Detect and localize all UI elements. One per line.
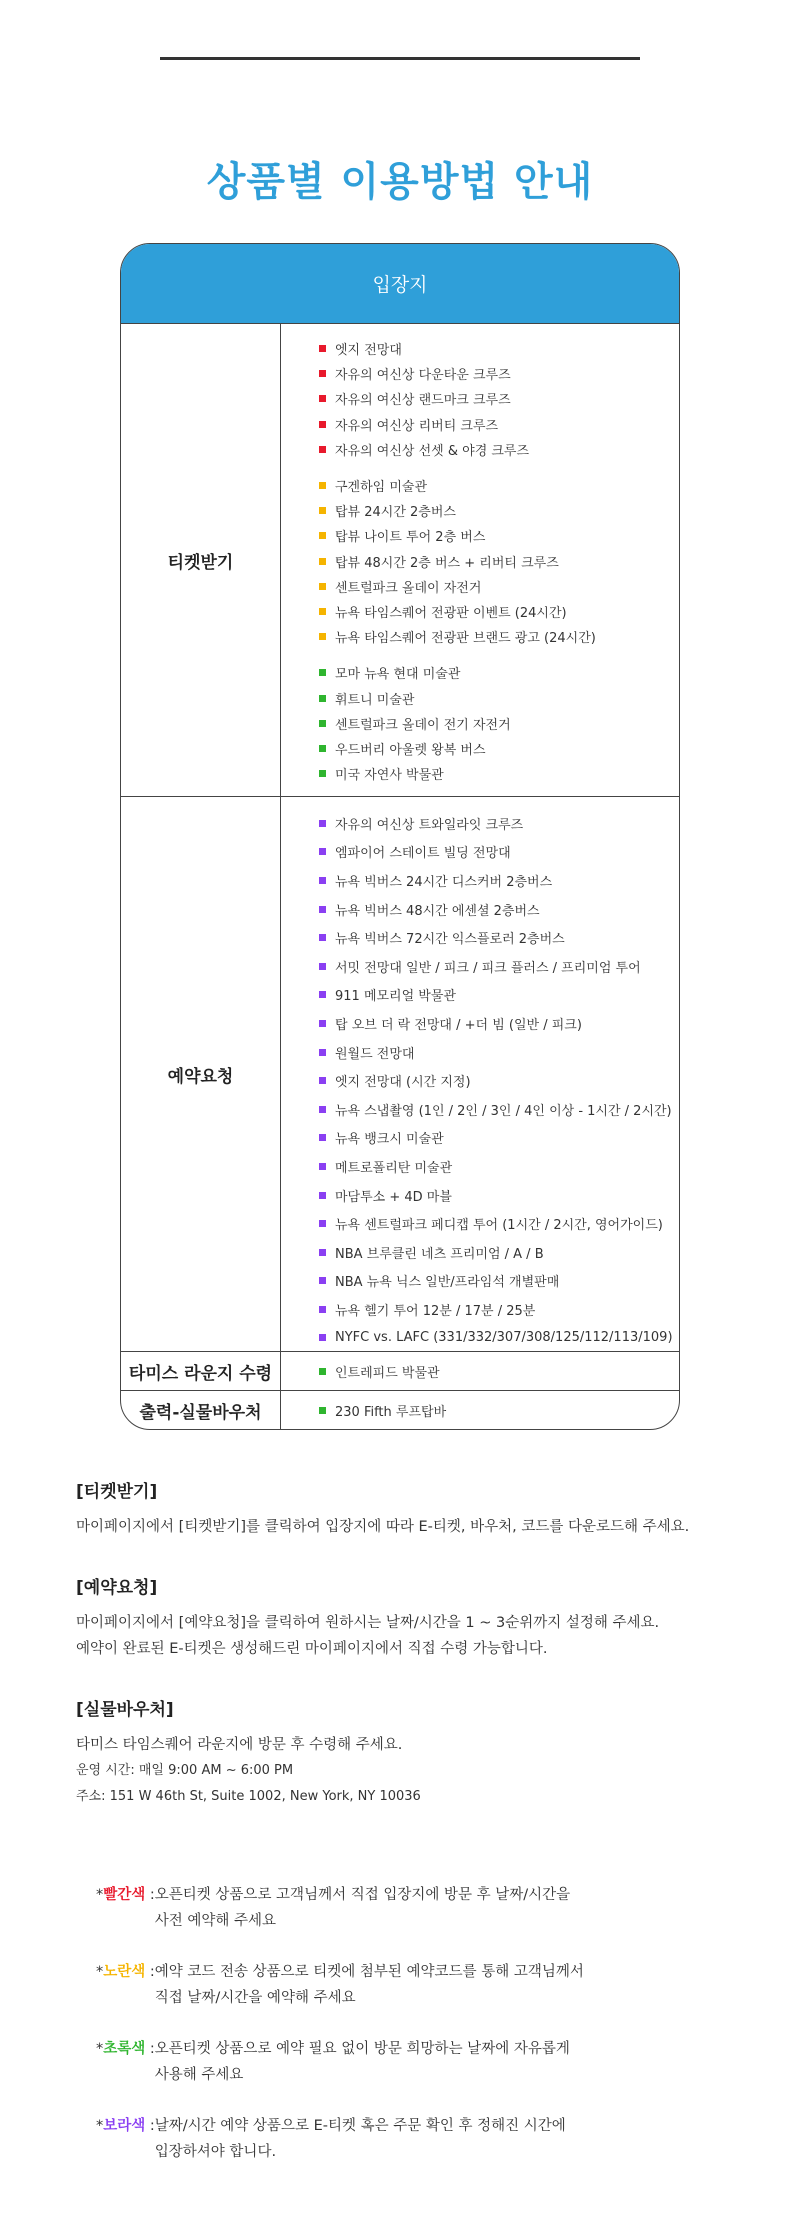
note-block: [76, 1695, 756, 1810]
list-item: [319, 498, 679, 523]
legend-separator: :: [145, 2118, 155, 2134]
table-row: [121, 1352, 679, 1391]
note-line: 마이페이지에서 [예약요청]을 클릭하여 원하시는 날짜/시간을 1 ~ 3순위까지 설정해 주세요.: [76, 1615, 660, 1631]
list-item: [319, 523, 679, 548]
square-bullet-icon: [319, 608, 326, 615]
legend-color-name: 빨간색: [103, 1887, 146, 1903]
note-detail: 운영 시간: 매일 9:00 AM ~ 6:00 PM: [76, 1763, 294, 1778]
square-bullet-icon: [319, 1049, 326, 1056]
legend-item: [96, 1959, 736, 2011]
square-bullet-icon: [319, 1106, 326, 1113]
row-items: [281, 1391, 679, 1430]
list-item-text: 우드버리 아울렛 왕복 버스: [335, 742, 486, 758]
list-item: [319, 1401, 446, 1420]
venue-table: [120, 243, 680, 1430]
square-bullet-icon: [319, 1134, 326, 1141]
legend-color-name: 초록색: [103, 2041, 146, 2057]
page-title: 상품별 이용방법 안내: [206, 159, 594, 205]
list-item-text: 센트럴파크 올데이 전기 자전거: [335, 717, 511, 733]
legend-separator: :: [145, 2041, 155, 2057]
row-items: [281, 797, 679, 1351]
square-bullet-icon: [319, 1407, 326, 1414]
legend-description: 날짜/시간 예약 상품으로 E-티켓 혹은 주문 확인 후 정해진 시간에 입장하셔야 합니다.: [154, 2118, 566, 2160]
list-item-text: 자유의 여신상 트와일라잇 크루즈: [335, 817, 524, 833]
item-group: [319, 809, 679, 1352]
list-item: [319, 1295, 679, 1324]
list-item-text: 뉴욕 타임스퀘어 전광판 이벤트 (24시간): [335, 605, 567, 621]
square-bullet-icon: [319, 963, 326, 970]
note-line: 마이페이지에서 [티켓받기]를 클릭하여 입장지에 따라 E-티켓, 바우처, 코드를 다운로드해 주세요.: [76, 1519, 690, 1535]
square-bullet-icon: [319, 633, 326, 640]
square-bullet-icon: [319, 345, 326, 352]
square-bullet-icon: [319, 906, 326, 913]
note-line: 타미스 타임스퀘어 라운지에 방문 후 수령해 주세요.: [76, 1737, 403, 1753]
note-title: [예약요청]: [76, 1578, 158, 1598]
list-item-text: 인트레피드 박물관: [335, 1365, 440, 1381]
square-bullet-icon: [319, 770, 326, 777]
row-label: 출력-실물바우처: [121, 1391, 281, 1430]
legend-description: 오픈티켓 상품으로 예약 필요 없이 방문 희망하는 날짜에 자유롭게 사용해 주세요: [154, 2041, 570, 2083]
square-bullet-icon: [319, 482, 326, 489]
list-item-text: 엣지 전망대: [335, 343, 402, 359]
legend-color-name: 노란색: [103, 1964, 146, 1980]
square-bullet-icon: [319, 1192, 326, 1199]
list-item: [319, 1267, 679, 1296]
square-bullet-icon: [319, 370, 326, 377]
table-row: [121, 324, 679, 797]
list-item: [319, 624, 679, 649]
list-item-text: 자유의 여신상 랜드마크 크루즈: [335, 393, 511, 409]
list-item-text: 자유의 여신상 선셋 & 야경 크루즈: [335, 443, 530, 459]
list-item-text: 230 Fifth 루프탑바: [335, 1405, 447, 1420]
list-item: [319, 1066, 679, 1095]
legend-description: 오픈티켓 상품으로 고객님께서 직접 입장지에 방문 후 날짜/시간을 사전 예약해 주세요: [154, 1887, 571, 1929]
legend-item: [96, 2036, 736, 2088]
list-item: [319, 1324, 679, 1353]
list-item: [319, 923, 679, 952]
square-bullet-icon: [319, 720, 326, 727]
list-item-text: 뉴욕 스냅촬영 (1인 / 2인 / 3인 / 4인 이상 - 1시간 / 2시간): [335, 1103, 672, 1119]
square-bullet-icon: [319, 695, 326, 702]
square-bullet-icon: [319, 395, 326, 402]
row-label: 예약요청: [121, 797, 281, 1351]
square-bullet-icon: [319, 1249, 326, 1256]
row-items: [281, 1352, 679, 1390]
square-bullet-icon: [319, 507, 326, 514]
square-bullet-icon: [319, 1277, 326, 1284]
list-item-text: 자유의 여신상 리버티 크루즈: [335, 418, 499, 434]
legend-key: [96, 2113, 155, 2165]
list-item: [319, 1124, 679, 1153]
list-item-text: 서밋 전망대 일반 / 피크 / 피크 플러스 / 프리미엄 투어: [335, 960, 641, 976]
list-item: [319, 895, 679, 924]
asterisk: *: [96, 1887, 104, 1903]
item-group: [319, 336, 679, 462]
list-item-text: 미국 자연사 박물관: [335, 768, 444, 784]
square-bullet-icon: [319, 583, 326, 590]
note-detail: 주소: 151 W 46th St, Suite 1002, New York, NY 10036: [76, 1789, 421, 1804]
list-item: [319, 685, 679, 710]
note-block: [76, 1477, 756, 1540]
square-bullet-icon: [319, 669, 326, 676]
list-item-text: 뉴욕 뱅크시 미술관: [335, 1132, 444, 1148]
list-item-text: 엠파이어 스테이트 빌딩 전망대: [335, 846, 511, 862]
list-item: [319, 1152, 679, 1181]
square-bullet-icon: [319, 745, 326, 752]
asterisk: *: [96, 1964, 104, 1980]
list-item: [319, 761, 679, 786]
list-item: [319, 473, 679, 498]
list-item-text: 뉴욕 센트럴파크 페디캡 투어 (1시간 / 2시간, 영어가이드): [335, 1218, 663, 1234]
note-title: [티켓받기]: [76, 1482, 158, 1502]
square-bullet-icon: [319, 532, 326, 539]
list-item: [319, 838, 679, 867]
list-item: [319, 1238, 679, 1267]
row-label: 티켓받기: [121, 324, 281, 796]
item-group: [319, 660, 679, 786]
list-item-text: 메트로폴리탄 미술관: [335, 1160, 453, 1176]
square-bullet-icon: [319, 558, 326, 565]
list-item: [319, 952, 679, 981]
list-item-text: 탑뷰 48시간 2층 버스 + 리버티 크루즈: [335, 555, 559, 571]
list-item: [319, 361, 679, 386]
list-item: [319, 1095, 679, 1124]
top-divider: [160, 57, 640, 60]
square-bullet-icon: [319, 446, 326, 453]
list-item-text: 탑뷰 24시간 2층버스: [335, 505, 456, 521]
square-bullet-icon: [319, 1163, 326, 1170]
list-item-text: 구겐하임 미술관: [335, 480, 428, 496]
list-item-text: 센트럴파크 올데이 자전거: [335, 580, 482, 596]
list-item-text: 탑 오브 더 락 전망대 / +더 빔 (일반 / 피크): [335, 1017, 582, 1033]
row-label: 타미스 라운지 수령: [121, 1352, 281, 1390]
list-item-text: NBA 뉴욕 닉스 일반/프라임석 개별판매: [335, 1275, 560, 1291]
square-bullet-icon: [319, 1306, 326, 1313]
list-item-text: NYFC vs. LAFC (331/332/307/308/125/112/113/109): [335, 1330, 673, 1346]
instructions-section: [76, 1477, 756, 1843]
list-item: [319, 660, 679, 685]
square-bullet-icon: [319, 934, 326, 941]
legend-key: [96, 1882, 155, 1934]
list-item-text: 뉴욕 빅버스 48시간 에센셜 2층버스: [335, 903, 540, 919]
row-items: [281, 324, 679, 796]
square-bullet-icon: [319, 848, 326, 855]
list-item: [319, 1209, 679, 1238]
legend-item: [96, 1882, 736, 1934]
list-item-text: 모마 뉴욕 현대 미술관: [335, 667, 461, 683]
square-bullet-icon: [319, 1334, 326, 1341]
list-item-text: 자유의 여신상 다운타운 크루즈: [335, 368, 511, 384]
legend-item: [96, 2113, 736, 2165]
list-item-text: 뉴욕 타임스퀘어 전광판 브랜드 광고 (24시간): [335, 631, 596, 647]
note-block: [76, 1573, 756, 1662]
square-bullet-icon: [319, 1077, 326, 1084]
color-legend: [96, 1882, 736, 2190]
note-line: 예약이 완료된 E-티켓은 생성해드린 마이페이지에서 직접 수령 가능합니다.: [76, 1641, 548, 1657]
list-item: [319, 437, 679, 462]
legend-separator: :: [145, 1887, 155, 1903]
item-group: [319, 1401, 446, 1420]
list-item: [319, 1362, 440, 1381]
square-bullet-icon: [319, 1368, 326, 1375]
list-item: [319, 809, 679, 838]
square-bullet-icon: [319, 421, 326, 428]
legend-key: [96, 1959, 155, 2011]
item-group: [319, 1362, 440, 1381]
note-title: [실물바우처]: [76, 1700, 174, 1720]
table-row: [121, 1391, 679, 1430]
square-bullet-icon: [319, 991, 326, 998]
list-item: [319, 336, 679, 361]
list-item-text: 원월드 전망대: [335, 1046, 415, 1062]
item-group: [319, 473, 679, 649]
list-item: [319, 599, 679, 624]
list-item-text: 뉴욕 빅버스 72시간 익스플로러 2층버스: [335, 932, 565, 948]
list-item-text: 뉴욕 빅버스 24시간 디스커버 2층버스: [335, 874, 553, 890]
table-header: 입장지: [121, 244, 679, 324]
list-item-text: 휘트니 미술관: [335, 692, 415, 708]
asterisk: *: [96, 2041, 104, 2057]
table-row: [121, 797, 679, 1352]
list-item-text: 탑뷰 나이트 투어 2층 버스: [335, 530, 486, 546]
square-bullet-icon: [319, 1220, 326, 1227]
list-item: [319, 866, 679, 895]
list-item: [319, 981, 679, 1010]
list-item: [319, 711, 679, 736]
list-item: [319, 412, 679, 437]
list-item: [319, 736, 679, 761]
legend-description: 예약 코드 전송 상품으로 티켓에 첨부된 예약코드를 통해 고객님께서 직접 날짜/시간을 예약해 주세요: [154, 1964, 584, 2006]
legend-color-name: 보라색: [103, 2118, 146, 2134]
legend-key: [96, 2036, 155, 2088]
square-bullet-icon: [319, 877, 326, 884]
list-item-text: 마담투소 + 4D 마블: [335, 1189, 452, 1205]
square-bullet-icon: [319, 1020, 326, 1027]
list-item-text: 엣지 전망대 (시간 지정): [335, 1075, 471, 1091]
list-item-text: 뉴욕 헬기 투어 12분 / 17분 / 25분: [335, 1303, 536, 1319]
list-item: [319, 1009, 679, 1038]
list-item: [319, 1038, 679, 1067]
list-item: [319, 574, 679, 599]
list-item: [319, 1181, 679, 1210]
list-item-text: 911 메모리얼 박물관: [335, 989, 456, 1005]
legend-separator: :: [145, 1964, 155, 1980]
list-item-text: NBA 브루클린 네츠 프리미엄 / A / B: [335, 1246, 544, 1262]
asterisk: *: [96, 2118, 104, 2134]
list-item: [319, 386, 679, 411]
square-bullet-icon: [319, 820, 326, 827]
list-item: [319, 549, 679, 574]
